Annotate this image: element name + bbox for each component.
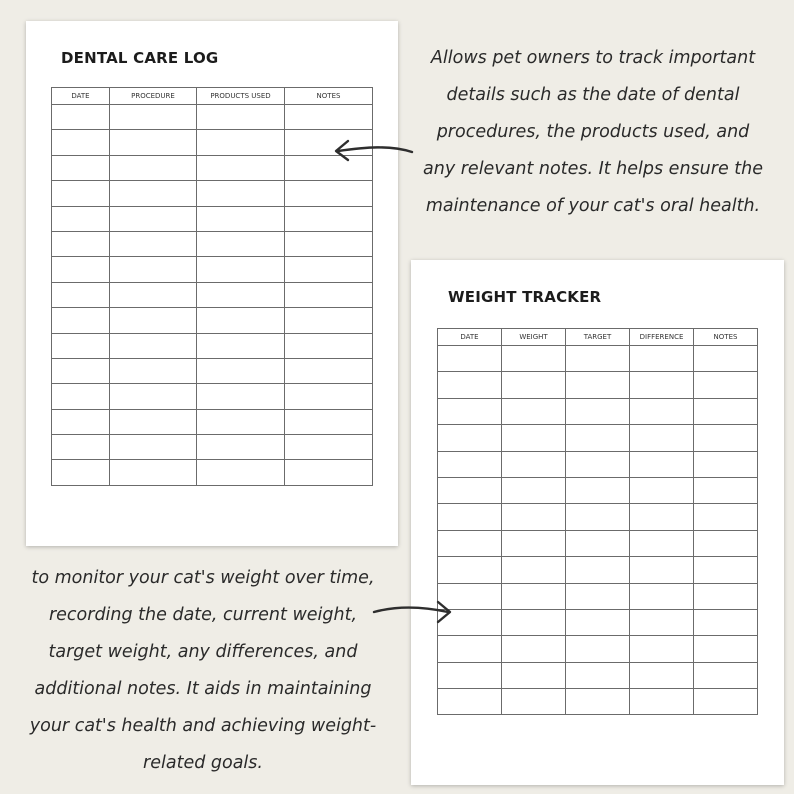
dental-care-log-page [26,21,398,546]
dental-log-table-cell [110,409,197,434]
dental-log-table-cell [197,435,285,460]
weight-tracker-table-row [438,689,758,715]
dental-log-table-row [52,308,373,333]
dental-log-table-row [52,181,373,206]
dental-log-table-cell [52,308,110,333]
weight-tracker-table-cell [694,425,758,451]
weight-tracker-table-row [438,530,758,556]
dental-log-table-cell [110,308,197,333]
dental-log-table-cell [110,333,197,358]
dental-log-table-cell [197,384,285,409]
dental-log-table-row [52,409,373,434]
weight-tracker-table-cell [502,451,566,477]
weight-tracker-table-cell [502,583,566,609]
dental-log-table-cell [285,282,373,307]
weight-tracker-table-cell [630,609,694,635]
weight-tracker-table-row [438,477,758,503]
dental-log-table-cell [197,206,285,231]
dental-log-table-cell [285,105,373,130]
weight-col-target: TARGET [566,329,630,346]
dental-log-table-cell [110,384,197,409]
dental-log-table-cell [52,257,110,282]
weight-tracker-table-cell [694,398,758,424]
weight-tracker-table-cell [566,398,630,424]
weight-tracker-table-cell [566,557,630,583]
weight-tracker-table-cell [630,689,694,715]
dental-log-table-cell [52,105,110,130]
dental-log-table-cell [197,409,285,434]
weight-tracker-table-cell [694,346,758,372]
dental-log-table-cell [285,333,373,358]
weight-tracker-table-row [438,451,758,477]
weight-tracker-table-cell [438,530,502,556]
weight-tracker-table-cell [502,504,566,530]
dental-log-caption: Allows pet owners to track important details such as the date of dental procedures, the products used, and any relevant notes. It helps ensure the maintenance of your cat's oral health. [423,48,763,216]
dental-log-table-cell [285,206,373,231]
dental-log-table-cell [197,282,285,307]
weight-tracker-table-cell [630,504,694,530]
weight-tracker-table-cell [694,557,758,583]
weight-tracker-table-cell [566,530,630,556]
dental-log-table-cell [197,105,285,130]
weight-tracker-table-cell [630,477,694,503]
weight-tracker-table-row [438,398,758,424]
weight-tracker-table-cell [630,398,694,424]
weight-tracker-table-cell [502,425,566,451]
dental-log-table-row [52,206,373,231]
dental-log-table-row [52,358,373,383]
weight-tracker-table-cell [566,662,630,688]
dental-log-table-row [52,460,373,485]
dental-log-table-row [52,105,373,130]
dental-log-header-row [52,88,373,105]
arrow-right-icon [368,598,458,628]
dental-log-table-cell [110,460,197,485]
weight-tracker-table-cell [630,662,694,688]
weight-tracker-table-cell [438,636,502,662]
weight-tracker-table-row [438,372,758,398]
weight-tracker-table-cell [502,398,566,424]
weight-tracker-caption: to monitor your cat's weight over time, recording the date, current weight, target weight, any differences, and additional notes. It aids in maintaining your cat's health and achieving weight-related goals. [29,568,377,773]
weight-tracker-table-cell [502,530,566,556]
dental-log-table-cell [52,130,110,155]
weight-tracker-table-cell [694,451,758,477]
weight-tracker-table-row [438,662,758,688]
dental-log-table-cell [110,231,197,256]
weight-tracker-page [411,260,784,785]
dental-col-notes: NOTES [285,88,373,105]
weight-col-date: DATE [438,329,502,346]
dental-log-table-cell [52,155,110,180]
weight-tracker-table-cell [694,636,758,662]
dental-log-table-cell [52,435,110,460]
dental-log-table-cell [110,206,197,231]
dental-log-table-cell [52,409,110,434]
weight-tracker-table-row [438,346,758,372]
dental-log-table-cell [197,308,285,333]
weight-tracker-table-cell [566,583,630,609]
dental-log-table-cell [285,358,373,383]
weight-tracker-table-cell [502,609,566,635]
weight-tracker-table-cell [502,689,566,715]
weight-tracker-table-cell [438,557,502,583]
weight-tracker-table-row [438,609,758,635]
dental-log-table-cell [110,155,197,180]
weight-tracker-table-cell [438,372,502,398]
dental-log-table-cell [52,231,110,256]
weight-tracker-table-row [438,583,758,609]
dental-log-table-cell [197,130,285,155]
weight-tracker-body [438,346,758,715]
weight-tracker-table-cell [438,689,502,715]
dental-log-table-row [52,333,373,358]
weight-tracker-table-cell [694,583,758,609]
weight-tracker-table-cell [502,372,566,398]
weight-tracker-table-cell [438,451,502,477]
weight-tracker-table-cell [566,636,630,662]
weight-tracker-table-row [438,557,758,583]
weight-tracker-table-cell [694,530,758,556]
dental-log-table-cell [110,282,197,307]
weight-tracker-table-row [438,425,758,451]
dental-log-table-cell [52,282,110,307]
dental-log-table-cell [197,155,285,180]
weight-tracker-table-cell [566,451,630,477]
dental-log-table-cell [285,231,373,256]
dental-log-table-cell [52,384,110,409]
dental-log-table-cell [110,130,197,155]
dental-log-table-cell [110,105,197,130]
dental-log-table-cell [110,181,197,206]
weight-tracker-table-cell [502,662,566,688]
dental-log-table-cell [110,257,197,282]
dental-log-table-cell [52,206,110,231]
weight-tracker-table-cell [566,477,630,503]
dental-col-date: DATE [52,88,110,105]
weight-tracker-table-cell [630,346,694,372]
dental-log-table-cell [285,181,373,206]
dental-log-table-cell [285,435,373,460]
dental-col-products-used: PRODUCTS USED [197,88,285,105]
weight-tracker-table-cell [694,609,758,635]
dental-log-table-cell [52,181,110,206]
dental-log-table-cell [285,384,373,409]
dental-log-table-cell [110,435,197,460]
dental-log-table-row [52,155,373,180]
weight-tracker-table-cell [630,557,694,583]
dental-log-table-row [52,282,373,307]
weight-col-weight: WEIGHT [502,329,566,346]
weight-tracker-table-cell [566,504,630,530]
weight-tracker-table-cell [694,477,758,503]
weight-tracker-table-cell [694,504,758,530]
weight-tracker-table-cell [566,346,630,372]
weight-tracker-table-cell [502,346,566,372]
weight-tracker-table-cell [438,662,502,688]
weight-tracker-table-cell [502,636,566,662]
weight-tracker-table-cell [694,372,758,398]
arrow-left-icon [328,136,418,166]
weight-tracker-table [437,328,758,715]
dental-col-procedure: PROCEDURE [110,88,197,105]
dental-log-table-cell [285,409,373,434]
dental-log-table [51,87,373,486]
dental-log-table-row [52,384,373,409]
weight-tracker-table-cell [630,425,694,451]
weight-tracker-table-cell [566,372,630,398]
weight-tracker-table-cell [630,372,694,398]
dental-log-table-row [52,435,373,460]
weight-tracker-table-cell [566,425,630,451]
weight-col-notes: NOTES [694,329,758,346]
dental-log-table-row [52,257,373,282]
dental-log-table-cell [197,358,285,383]
weight-tracker-table-cell [566,609,630,635]
dental-log-table-row [52,231,373,256]
weight-tracker-table-cell [438,346,502,372]
weight-tracker-table-cell [694,662,758,688]
dental-log-table-cell [285,308,373,333]
dental-log-table-cell [52,460,110,485]
dental-log-table-cell [52,358,110,383]
dental-log-table-cell [197,231,285,256]
dental-log-table-cell [110,358,197,383]
weight-tracker-header-row [438,329,758,346]
dental-log-table-cell [197,181,285,206]
dental-log-table-row [52,130,373,155]
dental-log-table-cell [285,460,373,485]
weight-tracker-table-cell [438,398,502,424]
weight-tracker-table-row [438,504,758,530]
weight-tracker-table-row [438,636,758,662]
weight-tracker-table-cell [630,636,694,662]
weight-tracker-table-cell [502,477,566,503]
dental-log-body [52,105,373,486]
weight-tracker-table-cell [630,530,694,556]
weight-col-difference: DIFFERENCE [630,329,694,346]
dental-log-table-cell [197,257,285,282]
weight-tracker-title: WEIGHT TRACKER [448,288,602,306]
weight-tracker-table-cell [438,425,502,451]
dental-log-table-cell [52,333,110,358]
dental-log-table-cell [285,257,373,282]
weight-tracker-table-cell [630,583,694,609]
weight-tracker-table-cell [694,689,758,715]
weight-tracker-table-cell [502,557,566,583]
weight-tracker-table-cell [438,477,502,503]
weight-tracker-table-cell [438,504,502,530]
dental-log-table-cell [197,333,285,358]
dental-log-table-cell [197,460,285,485]
weight-tracker-table-cell [566,689,630,715]
weight-tracker-table-cell [630,451,694,477]
dental-log-title: DENTAL CARE LOG [61,49,219,67]
